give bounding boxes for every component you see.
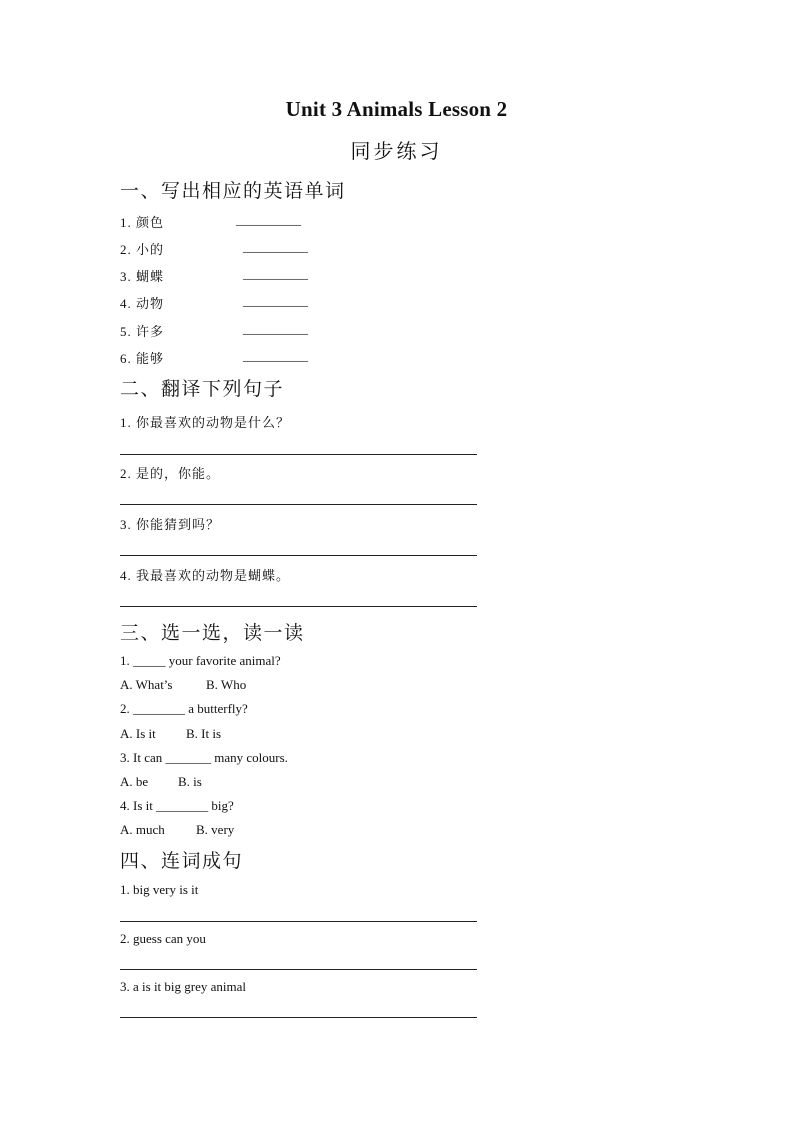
vocab-item-blank: __________	[243, 293, 308, 308]
vocab-item-label: 6. 能够	[120, 351, 165, 366]
reorder-item: 3. a is it big grey animal	[120, 979, 247, 994]
choice-question: 1. _____ your favorite animal?	[120, 653, 281, 668]
translate-item: 1. 你最喜欢的动物是什么？	[120, 415, 291, 430]
choice-question: 4. Is it ________ big?	[120, 798, 234, 813]
vocab-item-label: 2. 小的	[120, 242, 165, 257]
vocab-item-blank: __________	[243, 239, 308, 254]
choice-option-a: A. What’s	[120, 677, 173, 692]
vocab-item-label: 5. 许多	[120, 324, 165, 339]
answer-line	[120, 454, 477, 455]
answer-line	[120, 504, 477, 505]
translate-item: 4. 我最喜欢的动物是蝴蝶。	[120, 568, 291, 583]
vocab-item-blank: __________	[243, 321, 308, 336]
section-4-heading: 四、连词成句	[120, 851, 244, 872]
choice-option-b: B. It is	[186, 726, 222, 741]
reorder-item: 1. big very is it	[120, 882, 199, 897]
section-2-heading: 二、翻译下列句子	[120, 379, 285, 400]
choice-question: 2. ________ a butterfly?	[120, 701, 248, 716]
choice-option-a: A. Is it	[120, 726, 156, 741]
choice-option-a: A. much	[120, 822, 165, 837]
answer-line	[120, 555, 477, 556]
page-title: Unit 3 Animals Lesson 2	[285, 97, 508, 121]
vocab-item-blank: __________	[236, 212, 301, 227]
answer-line	[120, 606, 477, 607]
choice-option-b: B. is	[178, 774, 202, 789]
answer-line	[120, 969, 477, 970]
answer-line	[120, 1017, 477, 1018]
choice-option-b: B. Who	[206, 677, 247, 692]
translate-item: 3. 你能猜到吗？	[120, 517, 221, 532]
choice-option-a: A. be	[120, 774, 149, 789]
vocab-item-label: 4. 动物	[120, 296, 165, 311]
vocab-item-blank: __________	[243, 266, 308, 281]
section-1-heading: 一、写出相应的英语单词	[120, 181, 346, 202]
translate-item: 2. 是的，你能。	[120, 466, 221, 481]
vocab-item-blank: __________	[243, 348, 308, 363]
vocab-item-label: 1. 颜色	[120, 215, 165, 230]
choice-option-b: B. very	[196, 822, 235, 837]
page-subtitle: 同步练习	[350, 141, 443, 163]
choice-question: 3. It can _______ many colours.	[120, 750, 288, 765]
vocab-item-label: 3. 蝴蝶	[120, 269, 165, 284]
answer-line	[120, 921, 477, 922]
reorder-item: 2. guess can you	[120, 931, 206, 946]
section-3-heading: 三、选一选，读一读	[120, 623, 305, 644]
